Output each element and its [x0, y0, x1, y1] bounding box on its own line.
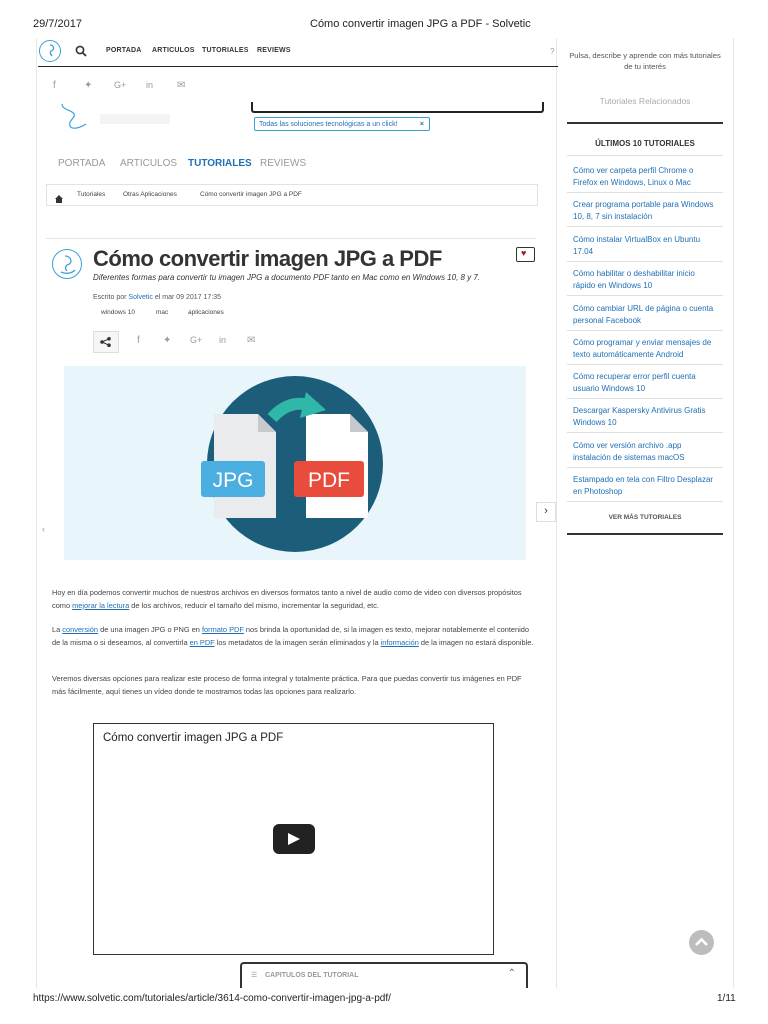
play-button[interactable]	[273, 824, 315, 854]
google-plus-icon[interactable]: G+	[114, 80, 127, 90]
sidebar-divider	[567, 398, 723, 399]
linkedin-icon[interactable]: in	[219, 335, 227, 345]
sidebar-divider	[567, 467, 723, 468]
favorite-button[interactable]	[516, 247, 535, 262]
main-nav-tutoriales[interactable]: TUTORIALES	[188, 158, 252, 169]
linkedin-icon[interactable]: in	[146, 80, 154, 90]
chevron-right-icon: ›	[544, 505, 548, 517]
tag-link[interactable]: aplicaciones	[188, 309, 224, 316]
sidebar-divider	[567, 432, 723, 433]
close-icon[interactable]: ×	[419, 121, 424, 128]
print-date: 29/7/2017	[33, 18, 82, 30]
sidebar-bottom-divider	[567, 533, 723, 535]
sidebar-promo: Pulsa, describe y aprende con más tutoriales de tu interés	[569, 51, 721, 71]
pdf-label: PDF	[308, 469, 350, 492]
chapters-bar[interactable]	[240, 962, 528, 988]
chevron-up-icon	[695, 937, 708, 947]
top-nav-portada[interactable]: PORTADA	[106, 47, 142, 54]
article-paragraph: La conversión de una imagen JPG o PNG en formato PDF nos brinda la oportunidad de, si la imagen es texto, mejorar notablemente el contenido de la misma o si deseamos, al convertirla en PDF los metadatos de la imagen serán eliminados y la información de la imagen no estará disponible.	[52, 625, 534, 647]
title-divider	[46, 238, 536, 239]
solvetic-header-logo-icon[interactable]	[60, 104, 180, 139]
facebook-icon[interactable]: f	[53, 80, 56, 91]
inline-link[interactable]: formato PDF	[201, 625, 244, 634]
sidebar-divider	[567, 122, 723, 124]
chevron-up-icon[interactable]: ⌃	[507, 968, 516, 979]
sidebar-tutorial-link[interactable]: Cómo habilitar o deshabilitar inicio rápido en Windows 10	[573, 269, 695, 290]
latest-tutorials-title: ÚLTIMOS 10 TUTORIALES	[595, 139, 695, 148]
carousel-next-button[interactable]	[536, 502, 556, 522]
inline-link[interactable]: en PDF	[189, 637, 215, 647]
breadcrumb	[46, 184, 538, 206]
more-tutorials-link[interactable]: VER MÁS TUTORIALES	[608, 514, 682, 521]
article-paragraph: Hoy en día podemos convertir muchos de nuestros archivos en diversos formatos tanto a nivel de audio como de video con diversos propósitos como mejorar la lectura de los archivos, reducir el tamaño del mismo, incrementar la seguridad, etc.	[52, 588, 522, 610]
jpg-label: JPG	[212, 469, 254, 492]
main-nav-portada[interactable]: PORTADA	[58, 158, 106, 169]
home-icon[interactable]	[55, 190, 63, 208]
email-icon[interactable]: ✉	[177, 80, 186, 91]
author-avatar	[52, 249, 82, 279]
facebook-icon[interactable]: f	[137, 335, 140, 346]
breadcrumb-item: Cómo convertir imagen JPG a PDF	[200, 191, 302, 198]
list-icon: ☰	[251, 972, 258, 979]
email-icon[interactable]: ✉	[247, 335, 256, 346]
sidebar-tutorial-link[interactable]: Cómo ver versión archivo .app instalación de sistemas macOS	[573, 441, 685, 462]
carousel-prev-icon[interactable]: ‹	[42, 524, 45, 534]
sidebar-tutorial-link[interactable]: Cómo cambiar URL de página o cuenta personal Facebook	[573, 304, 714, 325]
article-subtitle: Diferentes formas para convertir tu imagen JPG a documento PDF tanto en Mac como en Windows 10, 8 y 7.	[93, 273, 481, 282]
top-nav-tutoriales[interactable]: TUTORIALES	[202, 47, 249, 54]
breadcrumb-item[interactable]: Tutoriales	[77, 191, 106, 198]
print-page-title: Cómo convertir imagen JPG a PDF - Solvetic	[310, 18, 531, 30]
tagline-banner	[254, 117, 430, 131]
help-icon[interactable]: ?	[550, 47, 555, 56]
sidebar-divider	[567, 192, 723, 193]
heart-icon: ♥	[521, 248, 527, 258]
inline-link[interactable]: conversión	[62, 625, 99, 634]
sidebar-tutorial-link[interactable]: Cómo instalar VirtualBox en Ubuntu 17.04	[573, 235, 701, 256]
sidebar-tutorial-link[interactable]: Crear programa portable para Windows 10, 8, 7 sin instalación	[573, 200, 714, 221]
tagline-text: Todas las soluciones tecnológicas a un click!	[259, 121, 398, 128]
sidebar-tutorial-link[interactable]: Cómo ver carpeta perfil Chrome o Firefox en Windows, Linux o Mac	[573, 166, 694, 187]
breadcrumb-item[interactable]: Otras Aplicaciones	[123, 191, 177, 198]
sidebar-divider	[567, 226, 723, 227]
play-icon	[288, 833, 300, 845]
article-date: el mar 09 2017 17:35	[154, 294, 222, 301]
main-nav-articulos[interactable]: ARTICULOS	[120, 158, 178, 169]
sidebar-tutorial-link[interactable]: Descargar Kaspersky Antivirus Gratis Windows 10	[573, 406, 706, 427]
google-plus-icon[interactable]: G+	[190, 335, 203, 345]
solvetic-logo-icon[interactable]	[39, 40, 61, 62]
share-icon	[100, 337, 111, 347]
related-tutorials-link[interactable]: Tutoriales Relacionados	[599, 96, 691, 106]
article-meta	[93, 294, 221, 301]
sidebar-divider	[567, 295, 723, 296]
share-row-top	[53, 80, 203, 92]
sidebar-tutorial-link[interactable]: Estampado en tela con Filtro Desplazar en Photoshop	[573, 475, 714, 496]
sidebar-divider	[567, 501, 723, 502]
sidebar-divider	[567, 155, 723, 156]
sidebar-divider	[567, 261, 723, 262]
share-button[interactable]	[93, 331, 119, 353]
sidebar-divider	[567, 330, 723, 331]
twitter-icon[interactable]: ✦	[84, 80, 93, 91]
page-title: Cómo convertir imagen JPG a PDF	[93, 246, 442, 271]
inline-link[interactable]: mejorar la lectura	[72, 600, 130, 610]
top-nav-bar	[38, 38, 558, 67]
tag-link[interactable]: mac	[156, 309, 169, 316]
twitter-icon[interactable]: ✦	[163, 335, 172, 346]
frame-line-mid	[556, 38, 557, 988]
tag-link[interactable]: windows 10	[101, 309, 135, 316]
article-paragraph: Veremos diversas opciones para realizar este proceso de forma integral y totalmente práctica. Para que puedas convertir tus imágenes en PDF más fácilmente, aquí tienes un vídeo donde te mostramos todas las opciones para realizarlo.	[52, 674, 522, 696]
chapters-label: CAPITULOS DEL TUTORIAL	[265, 972, 359, 979]
author-link[interactable]: Solvetic	[128, 294, 153, 301]
written-by-label: Escrito por	[93, 294, 127, 301]
video-title[interactable]: Cómo convertir imagen JPG a PDF	[103, 732, 284, 744]
top-nav-articulos[interactable]: ARTICULOS	[152, 47, 195, 54]
inline-link[interactable]: información	[380, 637, 419, 647]
search-icon[interactable]	[75, 44, 87, 62]
sidebar-divider	[567, 364, 723, 365]
frame-line-left	[36, 38, 37, 988]
main-nav-reviews[interactable]: REVIEWS	[260, 158, 307, 169]
sidebar-tutorial-link[interactable]: Cómo recuperar error perfil cuenta usuario Windows 10	[573, 372, 696, 393]
header-search-box[interactable]	[251, 102, 544, 113]
sidebar-tutorial-link[interactable]: Cómo programar y enviar mensajes de texto automáticamente Android	[573, 338, 712, 359]
top-nav-reviews[interactable]: REVIEWS	[257, 47, 291, 54]
print-url: https://www.solvetic.com/tutoriales/article/3614-como-convertir-imagen-jpg-a-pdf/	[33, 993, 391, 1004]
video-player[interactable]	[93, 723, 494, 955]
hero-image	[64, 366, 526, 560]
frame-line-right	[733, 38, 734, 988]
scroll-top-button[interactable]	[689, 930, 714, 955]
print-page-count: 1/11	[717, 993, 736, 1004]
